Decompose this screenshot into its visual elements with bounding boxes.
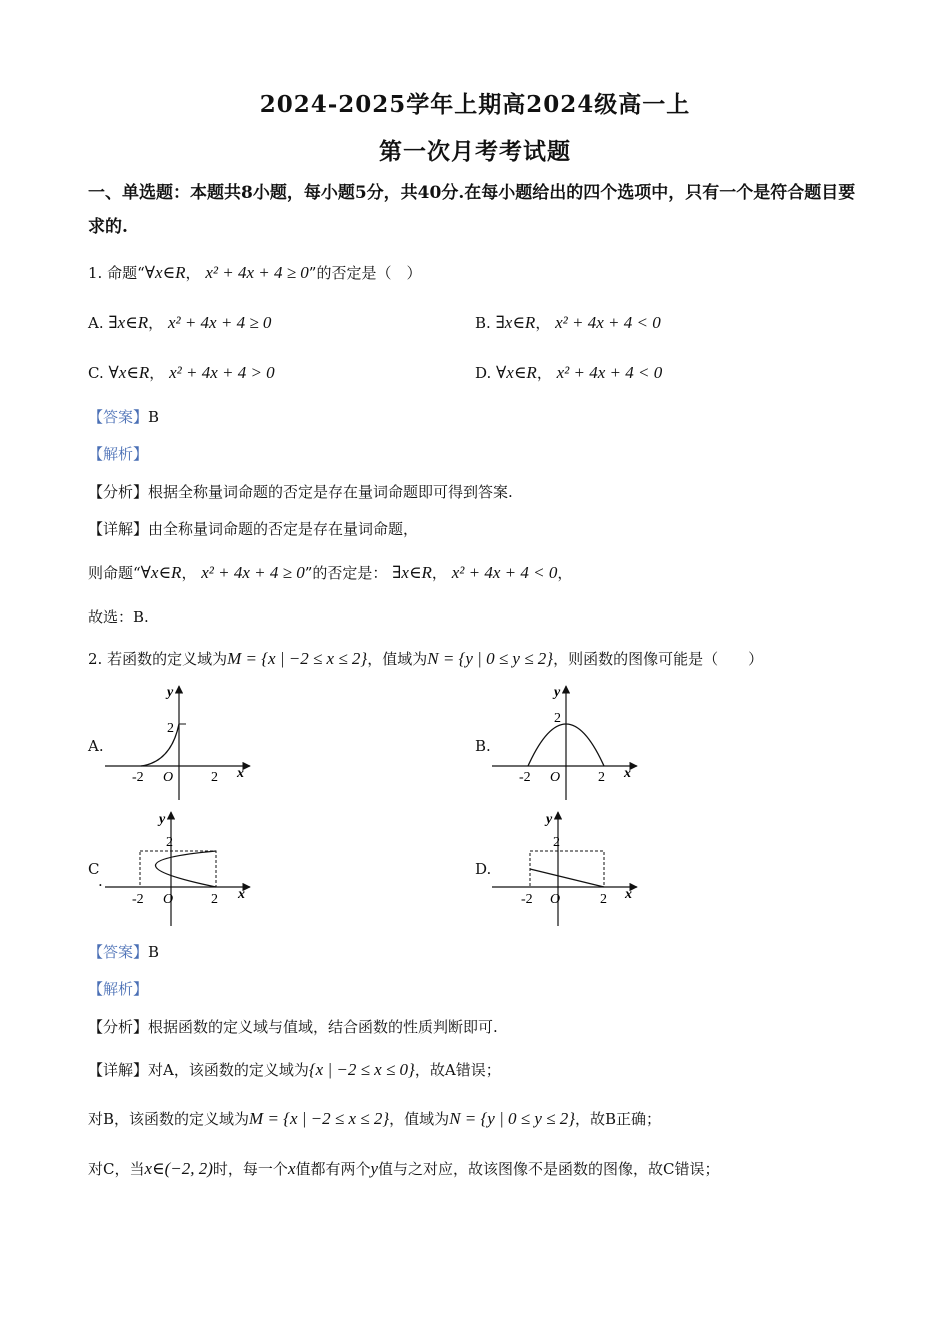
q1-option-d[interactable]: D. ∀x∈R， x² + 4x + 4 < 0 [475, 363, 663, 382]
q2-option-b-label[interactable]: B. [475, 737, 491, 755]
y-axis-label: y [167, 685, 174, 700]
y-tick-label: 2 [167, 721, 174, 736]
line-segment [530, 869, 604, 887]
y-tick-label: 2 [554, 711, 561, 726]
q1-xiangjie: 【详解】由全称量词命题的否定是存在量词命题， [88, 520, 419, 538]
q2-answer: 【答案】B [88, 943, 160, 961]
x-axis-label: x [625, 887, 632, 902]
x-tick-pos2: 2 [211, 892, 218, 907]
y-tick-label: 2 [553, 835, 560, 850]
x-tick-neg2: -2 [132, 892, 144, 907]
q1-option-c[interactable]: C. ∀x∈R， x² + 4x + 4 > 0 [88, 363, 275, 382]
x-tick-pos2: 2 [600, 892, 607, 907]
q2-stem: 2. 若函数的定义域为M = {x | −2 ≤ x ≤ 2}，值域为N = {y | 0 ≤ y ≤ 2}，则函数的图像可能是（ ） [88, 649, 764, 668]
y-axis-label: y [159, 812, 166, 827]
origin-label: O [163, 892, 174, 907]
section-heading: 一、单选题：本题共8小题，每小题5分，共40分.在每小题给出的四个选项中，只有一个是符合题目要求的. [88, 183, 856, 237]
sideways-curve [156, 851, 217, 887]
x-tick-pos2: 2 [598, 770, 605, 785]
q1-answer: 【答案】B [88, 408, 160, 426]
q2-option-c-label[interactable]: C . [88, 860, 103, 890]
exam-subtitle: 第一次月考考试题 [379, 138, 571, 165]
q2-explanation-b: 对B，该函数的定义域为M = {x | −2 ≤ x ≤ 2}，值域为N = {y | 0 ≤ y ≤ 2}，故B正确； [88, 1109, 662, 1128]
q2-fenxi: 【分析】根据函数的定义域与值域，结合函数的性质判断即可. [88, 1018, 498, 1036]
q2-option-d-label[interactable]: D. [475, 860, 492, 878]
q1-fenxi: 【分析】根据全称量词命题的否定是存在量词命题即可得到答案. [88, 483, 513, 501]
x-axis-label: x [237, 766, 244, 781]
q1-stem: 1. 命题“∀x∈R， x² + 4x + 4 ≥ 0”的否定是（ ） [88, 263, 422, 282]
x-tick-pos2: 2 [211, 770, 218, 785]
q1-option-a[interactable]: A. ∃x∈R， x² + 4x + 4 ≥ 0 [88, 313, 272, 332]
x-tick-neg2: -2 [132, 770, 144, 785]
q1-analysis-tag: 【解析】 [88, 445, 149, 463]
dashed-bounding-box [530, 851, 604, 887]
x-tick-neg2: -2 [521, 892, 533, 907]
q1-conclusion: 故选：B. [88, 608, 149, 626]
q2-explanation-a: 【详解】对A，该函数的定义域为{x | −2 ≤ x ≤ 0}，故A错误； [88, 1060, 501, 1079]
q2-analysis-tag: 【解析】 [88, 980, 149, 998]
y-axis-label: y [554, 685, 561, 700]
origin-label: O [163, 770, 174, 785]
exam-title: 2024-2025学年上期高2024级高一上 [259, 91, 691, 118]
q2-graph-d [492, 806, 642, 928]
q2-graph-c [105, 806, 255, 928]
x-axis-label: x [238, 887, 245, 902]
y-tick-label: 2 [166, 835, 173, 850]
q1-explanation-line: 则命题“∀x∈R， x² + 4x + 4 ≥ 0”的否定是： ∃x∈R， x² + 4x + 4 < 0， [88, 563, 573, 582]
q1-option-b[interactable]: B. ∃x∈R， x² + 4x + 4 < 0 [475, 313, 661, 332]
x-axis-label: x [624, 766, 631, 781]
y-axis-label: y [546, 812, 553, 827]
q2-explanation-c: 对C，当x∈(−2, 2)时，每一个x值都有两个y值与之对应，故该图像不是函数的图像，故C错误； [88, 1159, 720, 1178]
q2-graph-b [492, 680, 642, 802]
origin-label: O [550, 770, 561, 785]
q2-graph-a [105, 680, 255, 802]
origin-label: O [550, 892, 561, 907]
x-tick-neg2: -2 [519, 770, 531, 785]
q2-option-a-label[interactable]: A. [88, 737, 104, 755]
